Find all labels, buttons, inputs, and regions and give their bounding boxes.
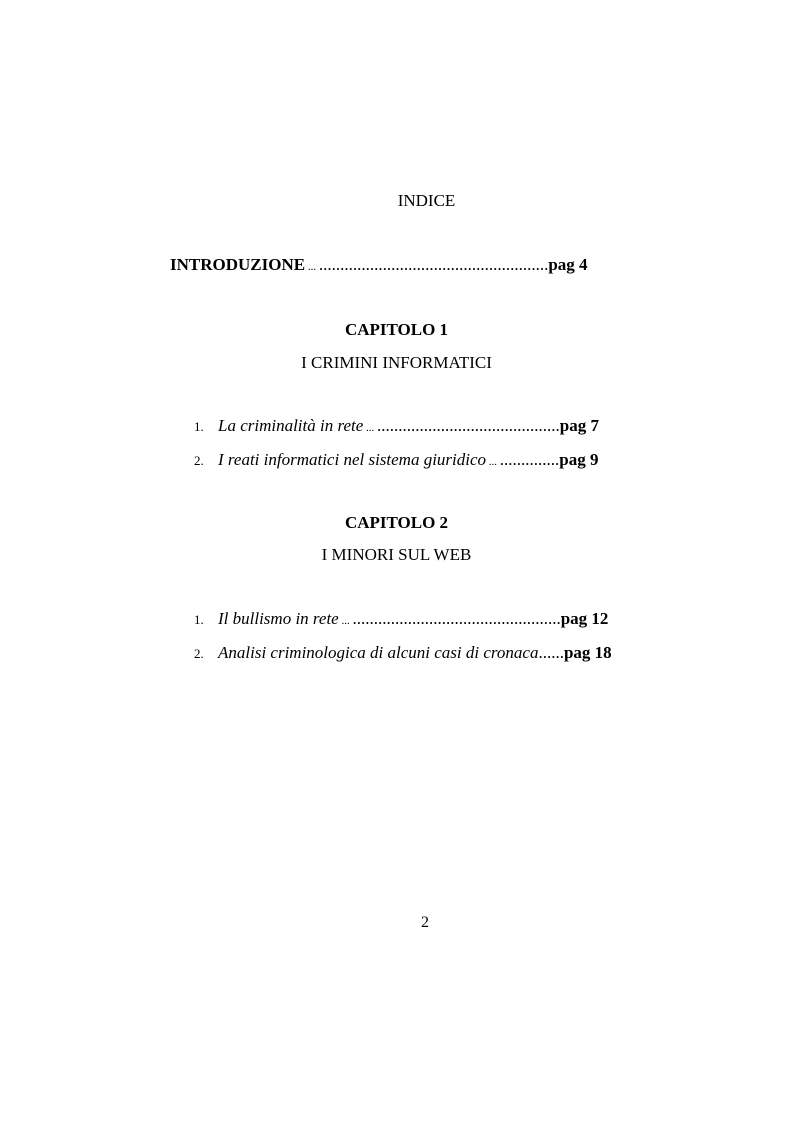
toc-leader-small: ... <box>486 456 500 468</box>
toc-entry-introduction <box>170 255 588 275</box>
toc-entry <box>194 450 599 470</box>
toc-entry-title: La criminalità in rete <box>218 416 364 435</box>
toc-entry <box>194 643 612 663</box>
toc-leader-small: ... <box>338 615 353 627</box>
toc-page-ref: pag 18 <box>563 643 612 662</box>
toc-page-ref: pag 12 <box>560 609 609 628</box>
toc-entry-title: INTRODUZIONE <box>170 255 306 274</box>
toc-leader-small: ... <box>305 261 319 273</box>
toc-entry-number: 1. <box>194 419 204 434</box>
toc-page-ref: pag 9 <box>559 450 599 469</box>
toc-entry-title: I reati informatici nel sistema giuridico <box>218 450 487 469</box>
toc-leader: .............. <box>499 450 560 469</box>
toc-page-ref: pag 7 <box>559 416 599 435</box>
toc-leader: ................................................. <box>352 609 561 628</box>
toc-entry <box>194 609 608 629</box>
chapter-1-subtitle: I CRIMINI INFORMATICI <box>301 353 492 372</box>
toc-entry <box>194 416 599 436</box>
toc-leader: ...... <box>538 643 564 662</box>
chapter-2-heading: CAPITOLO 2 <box>344 513 449 532</box>
toc-leader-small: ... <box>363 422 378 434</box>
toc-leader: ........................................... <box>377 416 560 435</box>
toc-entry-title: Il bullismo in rete <box>218 609 339 628</box>
toc-leader: ...................................................... <box>318 255 549 274</box>
toc-page-ref: pag 4 <box>548 255 588 274</box>
page-number: 2 <box>421 914 429 931</box>
index-title: INDICE <box>397 191 456 210</box>
toc-entry-number: 2. <box>194 453 204 468</box>
chapter-2-subtitle: I MINORI SUL WEB <box>321 545 472 564</box>
toc-entry-number: 1. <box>194 612 204 627</box>
chapter-1-heading: CAPITOLO 1 <box>344 320 449 339</box>
toc-entry-number: 2. <box>194 646 204 661</box>
toc-entry-title: Analisi criminologica di alcuni casi di cronaca <box>218 643 539 662</box>
